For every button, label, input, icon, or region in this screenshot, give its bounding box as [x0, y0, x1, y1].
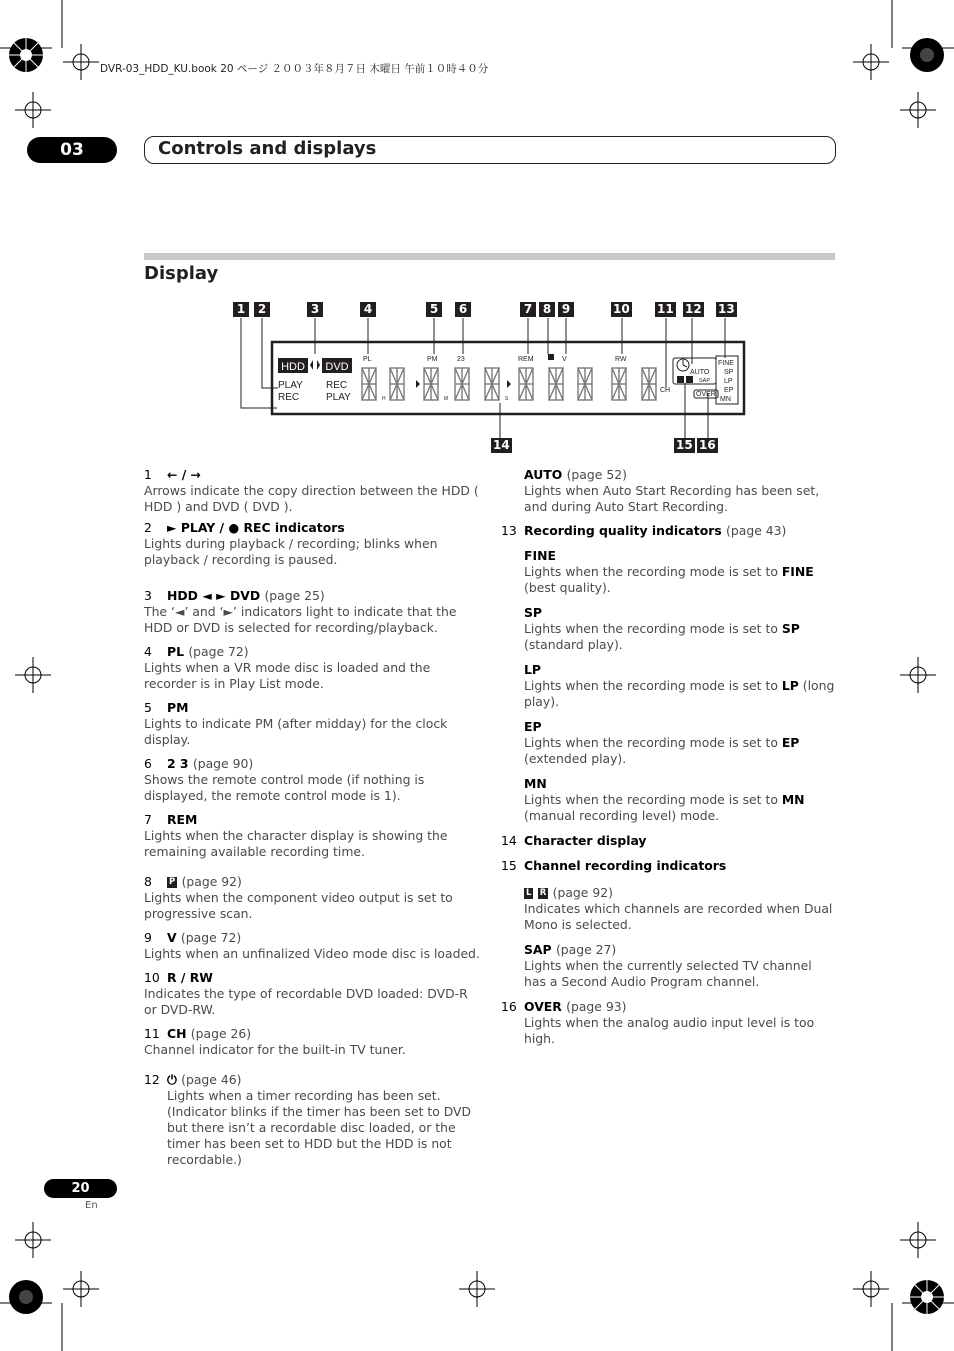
item-title: HDD ◄ ► DVD [167, 588, 261, 603]
color-rosette-bl [9, 1280, 43, 1314]
rec-label-left: REC [278, 392, 300, 403]
lp-label: LP [724, 378, 733, 385]
left-column [144, 467, 480, 1168]
item-title: CH [167, 1026, 187, 1041]
callout-11: 11 [657, 302, 674, 316]
timer-icon: ⏻ [167, 1072, 177, 1087]
hdd-label: HDD [281, 361, 305, 373]
item-body: Indicates the type of recordable DVD loaded: DVD-R or DVD-RW. [144, 986, 468, 1017]
item-5: 5 PM Lights to indicate PM (after midday) for the clock display. [144, 700, 480, 748]
section-title: Display [144, 263, 219, 284]
item-3: 3 HDD ◄ ► DVD (page 25) The ‘◄’ and ‘►’ indicators light to indicate that the HDD or DVD is selected for recording/playback. [144, 588, 480, 636]
s-label: S [505, 396, 509, 402]
rw-label: RW [615, 356, 627, 363]
mode-sp: SP Lights when the recording mode is set to SP (standard play). [524, 605, 800, 652]
callout-9: 9 [558, 302, 574, 317]
callout-12: 12 [685, 302, 702, 316]
callout-7: 7 [520, 302, 536, 317]
mode-mn: MN Lights when the recording mode is set to MN (manual recording level) mode. [524, 776, 805, 823]
display-panel [230, 318, 750, 440]
item-title: PL [167, 644, 184, 659]
h-label: H [382, 396, 386, 402]
callout-13: 13 [718, 302, 735, 316]
ep-label: EP [724, 387, 734, 394]
play-label-right: PLAY [326, 392, 351, 403]
item-16: 16 OVER (page 93) Lights when the analog audio input level is too high. [501, 999, 815, 1046]
item-body: Lights when a timer recording has been set. (Indicator blinks if the timer has been set to DVD but there isn’t a recordable disc loaded, or the timer has been set to HDD but the HDD is not recordable.) [167, 1088, 472, 1167]
color-rosette-tl [9, 38, 43, 72]
over-label: OVER [696, 391, 716, 398]
m-label: M [444, 396, 449, 402]
right-column [501, 467, 837, 1047]
rec-label-right: REC [326, 380, 348, 391]
item-2: 2 ► PLAY / ● REC indicators Lights during playback / recording; blinks when playback / recording is paused. [144, 520, 480, 568]
callout-16: 16 [699, 438, 716, 452]
item-14: 14 Character display [501, 833, 647, 848]
item-body: Lights when the component video output is set to progressive scan. [144, 890, 453, 921]
item-body: Lights to indicate PM (after midday) for the clock display. [144, 716, 448, 747]
item-title: 2 3 [167, 756, 189, 771]
callout-5: 5 [426, 302, 442, 317]
item-body: The ‘◄’ and ‘►’ indicators light to indicate that the HDD or DVD is selected for recording/playback. [144, 604, 457, 635]
callout-2: 2 [254, 302, 270, 317]
item-9: 9 V (page 72) Lights when an unfinalized Video mode disc is loaded. [144, 930, 480, 961]
pl-label: PL [363, 356, 372, 363]
auto-label: AUTO [690, 369, 710, 376]
callout-15: 15 [676, 438, 693, 452]
print-header: DVR-03_HDD_KU.book 20 ページ ２００３年８月７日 木曜日 午前１０時４０分 [100, 63, 489, 75]
item-sap: SAP (page 27) Lights when the currently selected TV channel has a Second Audio Program channel. [524, 942, 812, 989]
item-body: Lights when an unfinalized Video mode disc is loaded. [144, 946, 480, 961]
color-rosette-br [910, 1280, 944, 1314]
pm-label: PM [427, 356, 438, 363]
sp-label: SP [724, 369, 734, 376]
v-label: V [562, 356, 567, 363]
item-body: Shows the remote control mode (if nothing is displayed, the remote control mode is 1). [144, 772, 425, 803]
item-title: R / RW [167, 970, 213, 985]
page-language: En [85, 1200, 98, 1211]
item-15: 15 Channel recording indicators [501, 858, 727, 873]
right-channel-icon: R [539, 888, 547, 898]
item-body: Lights during playback / recording; blinks when playback / recording is paused. [144, 536, 438, 567]
page-number: 20 [44, 1179, 117, 1198]
item-7: 7 REM Lights when the character display is showing the remaining available recording time. [144, 812, 480, 860]
mn-label: MN [720, 396, 731, 403]
n23-label: 23 [457, 356, 465, 363]
chapter-number: 03 [27, 137, 117, 163]
item-auto: AUTO (page 52) Lights when Auto Start Recording has been set, and during Auto Start Recording. [524, 467, 820, 514]
item-title: ► PLAY / ● REC indicators [167, 520, 345, 535]
callout-10: 10 [613, 302, 630, 316]
section-rule [144, 253, 835, 260]
item-body: Lights when the character display is showing the remaining available recording time. [144, 828, 448, 859]
item-body: Lights when a VR mode disc is loaded and the recorder is in Play List mode. [144, 660, 431, 691]
item-8: 8 P (page 92) Lights when the component video output is set to progressive scan. [144, 874, 480, 922]
chapter-title: Controls and displays [158, 138, 377, 159]
item-lr: L R (page 92) Indicates which channels are recorded when Dual Mono is selected. [524, 885, 833, 932]
color-rosette-tr [910, 38, 944, 72]
item-body: Arrows indicate the copy direction between the HDD ( HDD ) and DVD ( DVD ). [144, 483, 479, 514]
item-13: 13 Recording quality indicators (page 43) [501, 523, 787, 538]
left-channel-icon: L [526, 888, 532, 898]
item-10: 10 R / RW Indicates the type of recordable DVD loaded: DVD-R or DVD-RW. [144, 970, 480, 1018]
registration-mark [63, 44, 99, 80]
callout-3: 3 [307, 302, 323, 317]
play-label: PLAY [278, 380, 303, 391]
callout-8: 8 [539, 302, 555, 317]
item-body: Channel indicator for the built-in TV tuner. [144, 1042, 406, 1057]
item-6: 6 2 3 (page 90) Shows the remote control mode (if nothing is displayed, the remote control mode is 1). [144, 756, 480, 804]
item-11: 11 CH (page 26) Channel indicator for the built-in TV tuner. [144, 1026, 480, 1058]
item-title: V [167, 930, 177, 945]
rem-label: REM [518, 356, 534, 363]
sap-label: SAP [699, 378, 711, 384]
item-title: ← / → [167, 467, 201, 482]
mode-lp: LP Lights when the recording mode is set to LP (long play). [524, 662, 835, 709]
item-1: 1 ← / → Arrows indicate the copy direction between the HDD ( HDD ) and DVD ( DVD ). [144, 467, 479, 514]
item-12: 12 ⏻ (page 46) Lights when a timer recording has been set. (Indicator blinks if the timer has been set to DVD but there isn’t a recordable disc loaded, or the timer has been set to HDD but the HDD is not recordable.) [144, 1072, 480, 1168]
mode-ep: EP Lights when the recording mode is set to EP (extended play). [524, 719, 800, 766]
progressive-icon: P [169, 877, 176, 887]
mode-fine: FINE Lights when the recording mode is set to FINE (best quality). [524, 548, 814, 595]
callout-6: 6 [455, 302, 471, 317]
item-title: PM [167, 700, 189, 715]
ch-label: CH [660, 387, 671, 394]
item-title: REM [167, 812, 198, 827]
dvd-label: DVD [325, 361, 349, 373]
callout-1: 1 [233, 302, 249, 317]
callout-4: 4 [360, 302, 376, 317]
item-4: 4 PL (page 72) Lights when a VR mode disc is loaded and the recorder is in Play List mode. [144, 644, 480, 692]
fine-label: FINE [718, 360, 734, 367]
callout-14: 14 [493, 438, 510, 452]
